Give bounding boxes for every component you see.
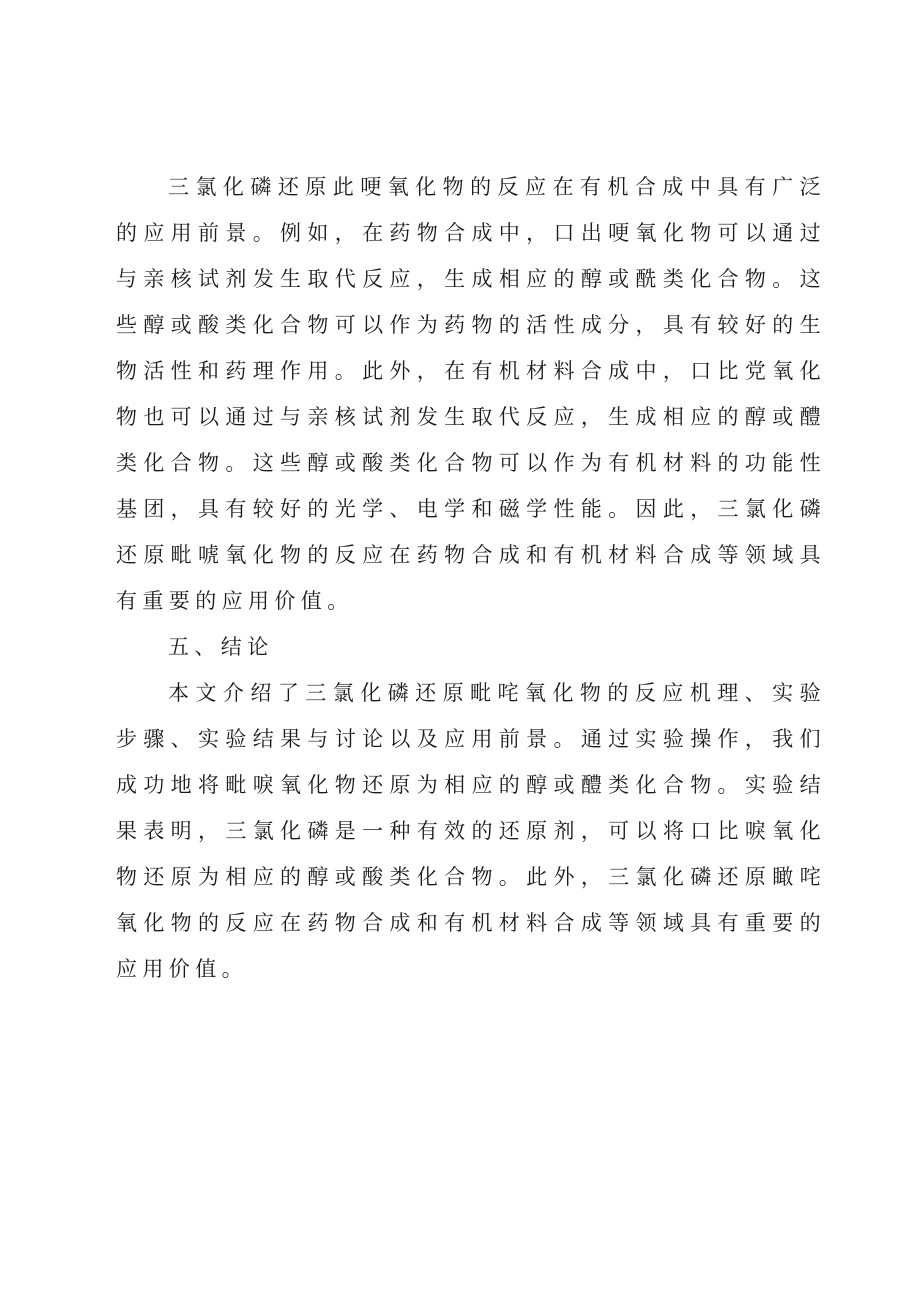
document-body	[116, 164, 826, 992]
conclusion-paragraph: 本文介绍了三氯化磷还原毗咤氧化物的反应机理、实验步骤、实验结果与讨论以及应用前景。通过实验操作，我们成功地将毗唳氧化物还原为相应的醇或醴类化合物。实验结果表明，三氯化磷是一种有效的还原剂，可以将口比唳氧化物还原为相应的醇或酸类化合物。此外，三氯化磷还原瞰咤氧化物的反应在药物合成和有机材料合成等领域具有重要的应用价值。	[116, 681, 826, 981]
application-prospects-paragraph: 三氯化磷还原此哽氧化物的反应在有机合成中具有广泛的应用前景。例如，在药物合成中，口出哽氧化物可以通过与亲核试剂发生取代反应，生成相应的醇或酰类化合物。这些醇或酸类化合物可以作为药物的活性成分，具有较好的生物活性和药理作用。此外，在有机材料合成中，口比党氧化物也可以通过与亲核试剂发生取代反应，生成相应的醇或醴类化合物。这些醇或酸类化合物可以作为有机材料的功能性基团，具有较好的光学、电学和磁学性能。因此，三氯化磷还原毗唬氧化物的反应在药物合成和有机材料合成等领域具有重要的应用价值。	[116, 175, 826, 613]
conclusion-heading: 五、结论	[168, 635, 274, 659]
